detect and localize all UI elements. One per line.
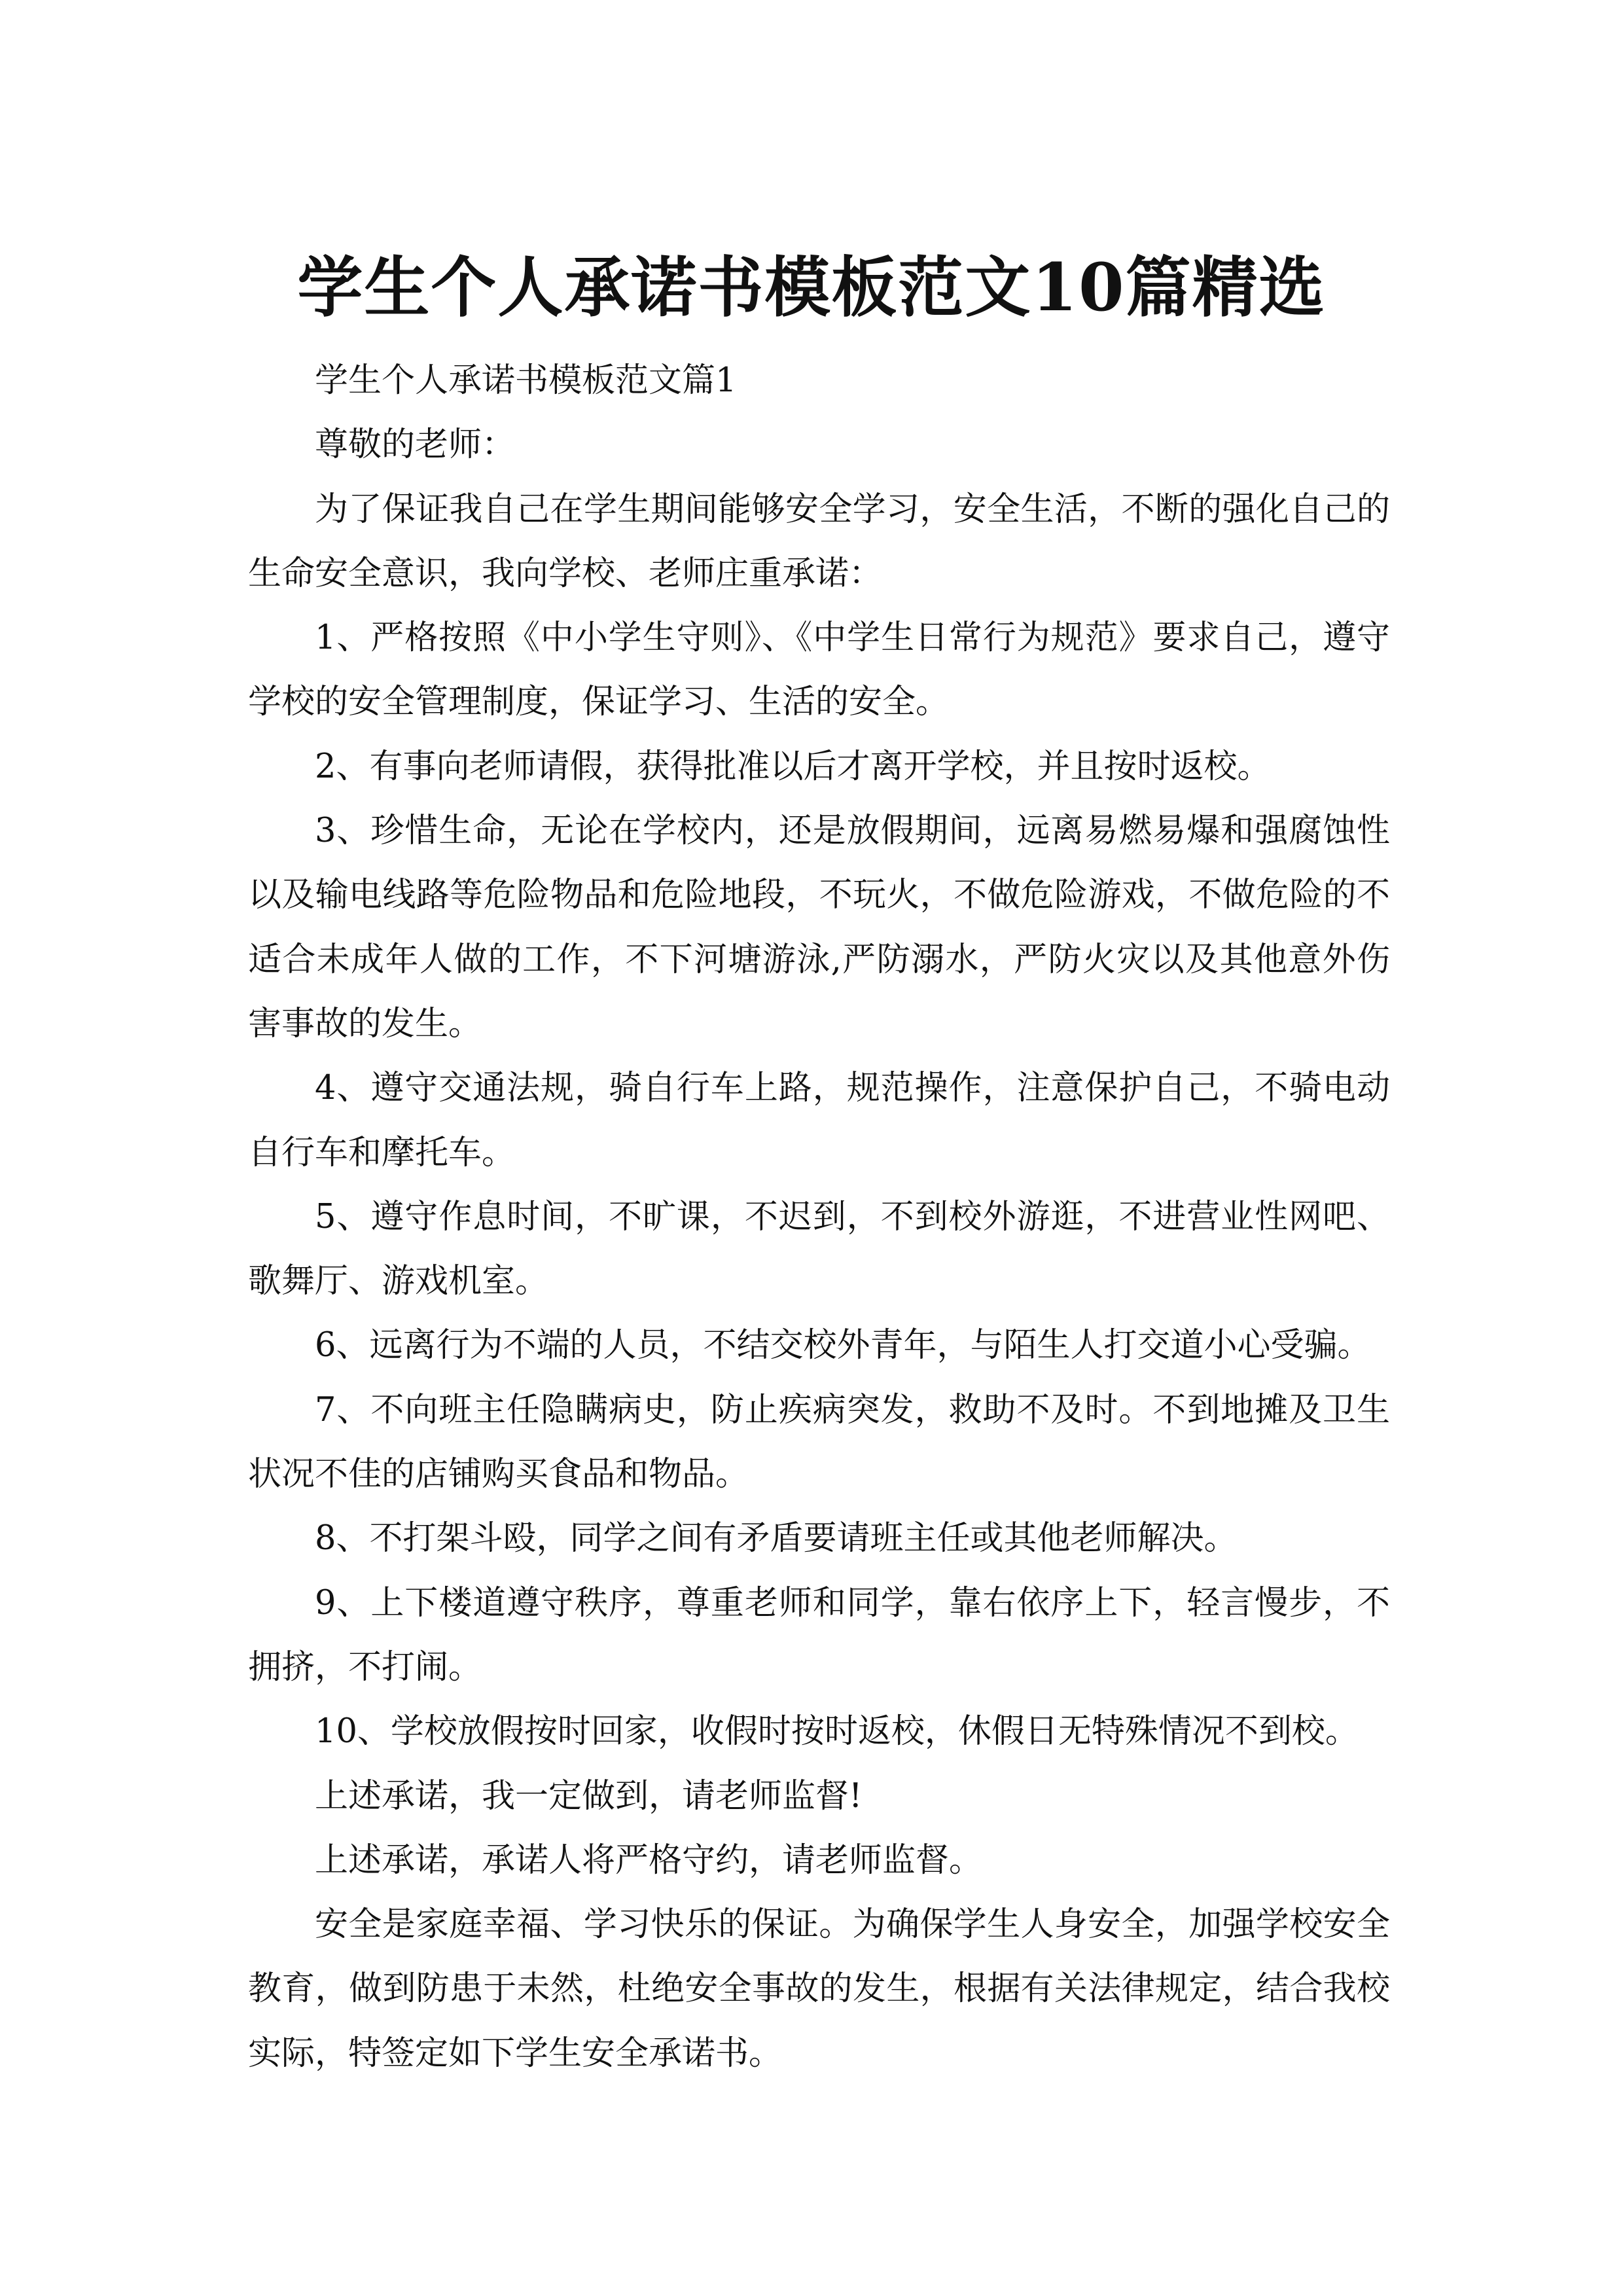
pledge-item-10: 10、学校放假按时回家，收假时按时返校，休假日无特殊情况不到校。 [315,1712,1359,1751]
document-title: 学生个人承诺书模板范文10篇精选 [297,249,1326,326]
pledge-item-4: 4、遵守交通法规，骑自行车上路，规范操作，注意保护自己，不骑电动自行车和摩托车。 [248,1069,1390,1172]
document-body [248,349,1390,2086]
pledge-item-5: 5、遵守作息时间，不旷课，不迟到，不到校外游逛，不进营业性网吧、歌舞厅、游戏机室。 [248,1197,1390,1301]
section-heading: 学生个人承诺书模板范文篇1 [315,361,737,400]
pledge-item-1: 1、严格按照《中小学生守则》、《中学生日常行为规范》要求自己，遵守学校的安全管理制度，保证学习、生活的安全。 [248,619,1390,722]
salutation: 尊敬的老师： [315,425,516,465]
pledge-item-7: 7、不向班主任隐瞒病史，防止疾病突发，救助不及时。不到地摊及卫生状况不佳的店铺购买食品和物品。 [248,1390,1390,1494]
safety-paragraph: 安全是家庭幸福、学习快乐的保证。为确保学生人身安全，加强学校安全教育，做到防患于未然，杜绝安全事故的发生，根据有关法律规定，结合我校实际，特签定如下学生安全承诺书。 [248,1905,1390,2073]
pledge-item-6: 6、远离行为不端的人员，不结交校外青年，与陌生人打交道小心受骗。 [315,1326,1371,1365]
pledge-item-3: 3、珍惜生命，无论在学校内，还是放假期间，远离易燃易爆和强腐蚀性以及输电线路等危险物品和危险地段，不玩火，不做危险游戏，不做危险的不适合未成年人做的工作，不下河塘游泳,严防溺水，严防火灾以及其他意外伤害事故的发生。 [248,812,1390,1043]
pledge-item-9: 9、上下楼道遵守秩序，尊重老师和同学，靠右依序上下，轻言慢步，不拥挤，不打闹。 [248,1583,1390,1687]
closing-line-2: 上述承诺，承诺人将严格守约，请老师监督。 [315,1840,983,1880]
intro-paragraph: 为了保证我自己在学生期间能够安全学习，安全生活，不断的强化自己的生命安全意识，我向学校、老师庄重承诺： [248,490,1390,593]
pledge-item-8: 8、不打架斗殴，同学之间有矛盾要请班主任或其他老师解决。 [315,1519,1238,1558]
pledge-item-2: 2、有事向老师请假，获得批准以后才离开学校，并且按时返校。 [315,747,1271,786]
closing-line-1: 上述承诺，我一定做到，请老师监督! [315,1776,863,1816]
